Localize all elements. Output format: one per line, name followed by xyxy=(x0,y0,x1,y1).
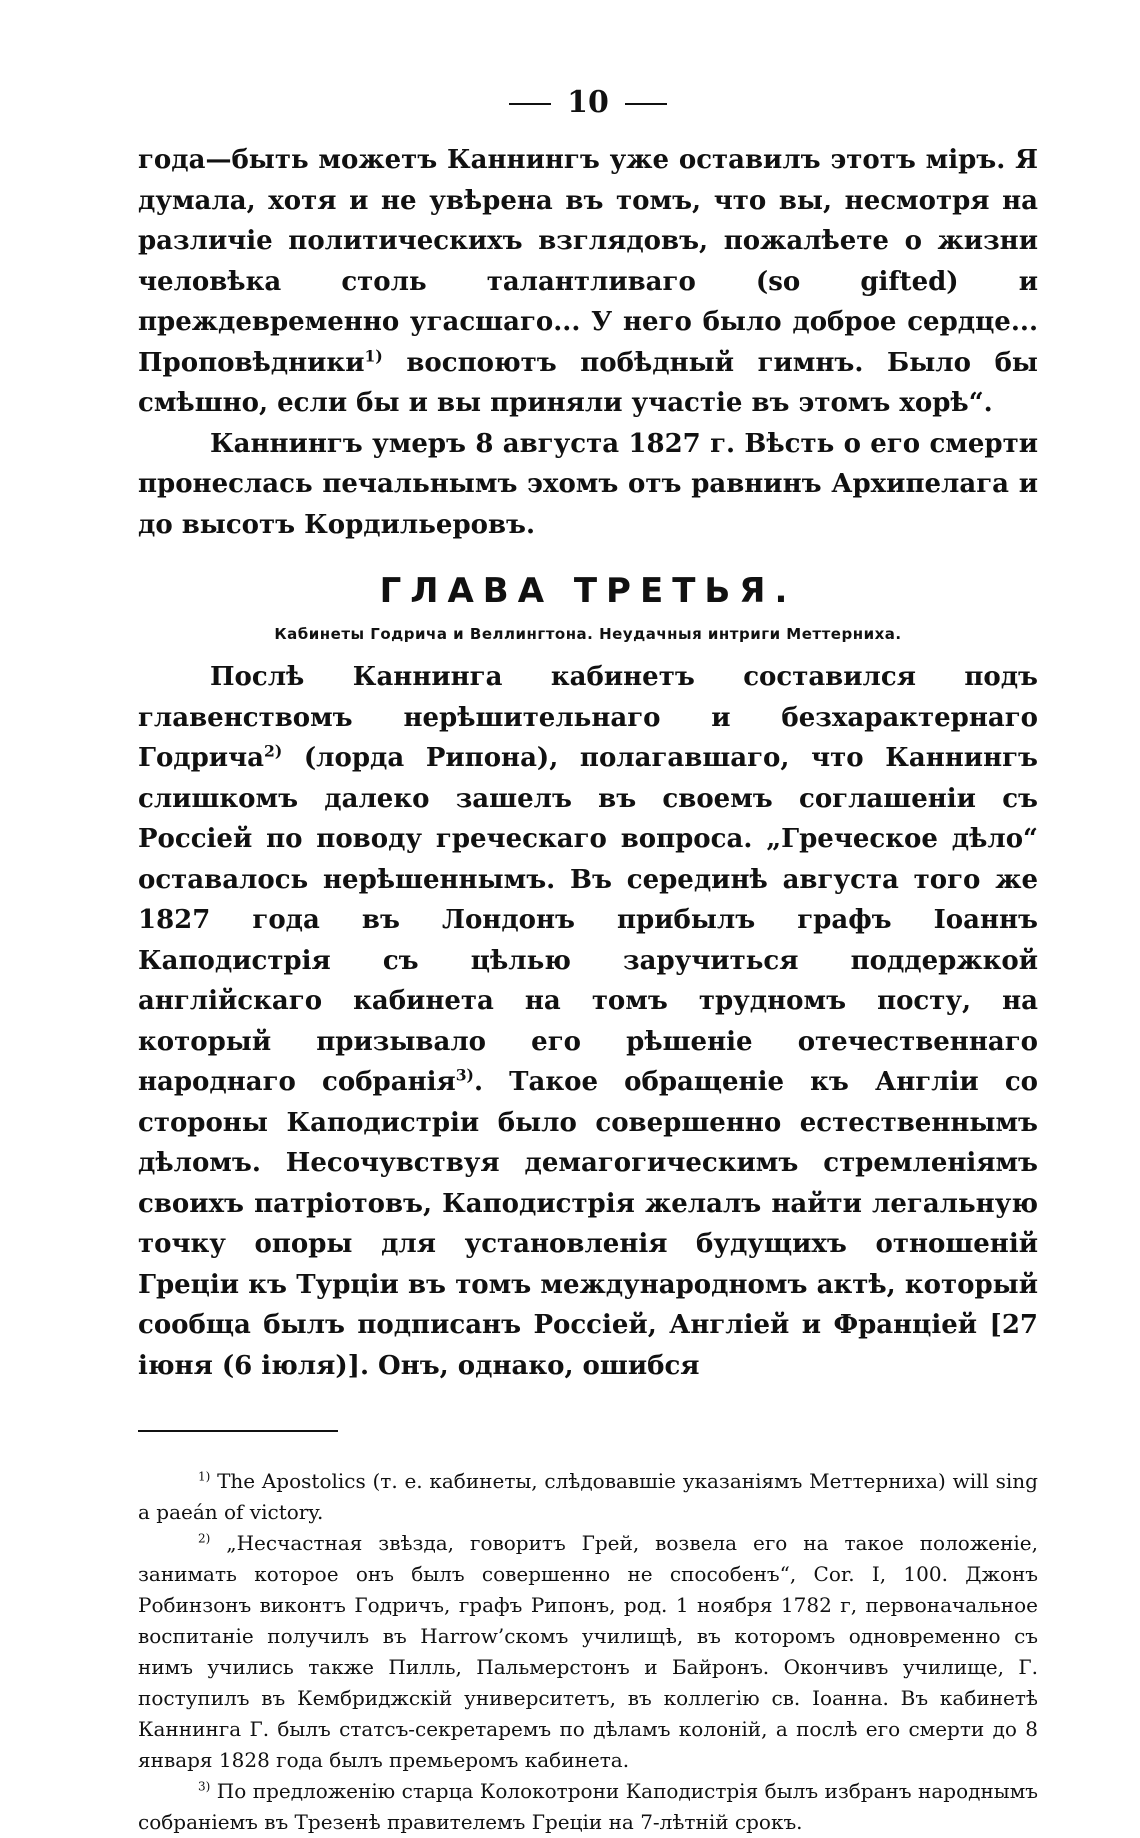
footnote-divider xyxy=(138,1430,338,1432)
paragraph-canning-death: Каннингъ умеръ 8 августа 1827 г. Вѣсть о его смерти пронеслась печальнымъ эхомъ отъ равнинъ Архипелага и до высотъ Кордильеровъ. xyxy=(138,428,1038,540)
footnote-3 xyxy=(138,1776,1038,1838)
chapter-body-text-3: . Такое обращеніе къ Англіи со стороны Каподистріи было совершенно естественнымъ дѣломъ. Несочувствуя демагогическимъ стремленіямъ своихъ патріотовъ, Каподистрія желалъ найти легальную точку опоры для установленія будущихъ отношеній Греціи къ Турціи въ томъ международномъ актѣ, который сообща былъ подписанъ Россіей, Англіей и Франціей [27 іюня (6 іюля)]. Онъ, однако, ошибся xyxy=(138,1067,1038,1381)
footnote-1-mark: 1) xyxy=(198,1468,211,1483)
footnote-ref-2: 2) xyxy=(263,741,283,761)
footnote-2-mark: 2) xyxy=(198,1530,211,1545)
page-number xyxy=(138,78,1038,128)
paragraph-letter-quote xyxy=(138,140,1038,424)
footnote-2-text: „Несчастная звѣзда, говоритъ Грей, возвела его на такое положеніе, занимать которое онъ былъ совершенно не способенъ“, Cor. I, 100. Джонъ Робинзонъ виконтъ Годричъ, графъ Рипонъ, род. 1 ноября 1782 г, первоначальное воспитаніе получилъ въ Harrow’скомъ училищѣ, въ которомъ одновременно съ нимъ учились также Пилль, Пальмерстонъ и Байронъ. Окончивъ училище, Г. поступилъ въ Кембриджскій университетъ, въ коллегію св. Іоанна. Въ кабинетѣ Каннинга Г. былъ статсъ-секретаремъ по дѣламъ колоній, а послѣ его смерти до 8 января 1828 года былъ премьеромъ кабинета. xyxy=(138,1530,1038,1772)
page-number-dash-right xyxy=(625,103,667,105)
paragraph-letter-quote-text: года—быть можетъ Каннингъ уже оставилъ этотъ міръ. Я думала, хотя и не увѣрена въ томъ, что вы, несмотря на различіе политическихъ взглядовъ, пожалѣете о жизни человѣка столь талантливаго (so gifted) и преждевременно угасшаго... У него было доброе сердце... Проповѣдники xyxy=(138,145,1038,378)
footnote-3-text: По предложенію старца Колокотрони Каподистрія былъ избранъ народнымъ собраніемъ въ Трезенѣ правителемъ Греціи на 7-лѣтній срокъ. xyxy=(138,1778,1038,1834)
footnote-ref-3: 3) xyxy=(455,1065,474,1085)
footnote-2 xyxy=(138,1528,1038,1776)
document-page xyxy=(138,78,1038,1838)
footnote-1-text: The Apostolics (т. е. кабинеты, слѣдовавшіе указаніямъ Меттерниха) will sing a paeán of victory. xyxy=(138,1468,1038,1524)
chapter-body-paragraph xyxy=(138,657,1038,1386)
footnote-1 xyxy=(138,1466,1038,1528)
page-number-value: 10 xyxy=(567,85,609,120)
chapter-body-text-2: (лорда Рипона), полагавшаго, что Каннингъ слишкомъ далеко зашелъ въ своемъ соглашеніи съ Россіей по поводу греческаго вопроса. „Греческое дѣло“ оставалось нерѣшеннымъ. Въ серединѣ августа того же 1827 года въ Лондонъ прибылъ графъ Іоаннъ Каподистрія съ цѣлью заручиться поддержкой англійскаго кабинета на томъ трудномъ посту, на который призывало его рѣшеніе отечественнаго народнаго собранія xyxy=(138,743,1038,1097)
footnote-3-mark: 3) xyxy=(198,1778,211,1793)
paragraph-letter-quote-end: воспоютъ побѣдный гимнъ. Было бы смѣшно, если бы и вы приняли участіе въ этомъ хорѣ“. xyxy=(138,347,1038,418)
chapter-body-text-1: Послѣ Каннинга кабинетъ составился подъ главенствомъ нерѣшительнаго и безхарактернаго Годрича xyxy=(138,662,1038,773)
page-number-dash-left xyxy=(509,103,551,105)
footnote-ref-1: 1) xyxy=(364,345,383,365)
chapter-title: ГЛАВА ТРЕТЬЯ. xyxy=(379,571,797,611)
chapter-subtitle: Кабинеты Годрича и Веллингтона. Неудачныя интриги Меттерниха. xyxy=(274,625,902,643)
